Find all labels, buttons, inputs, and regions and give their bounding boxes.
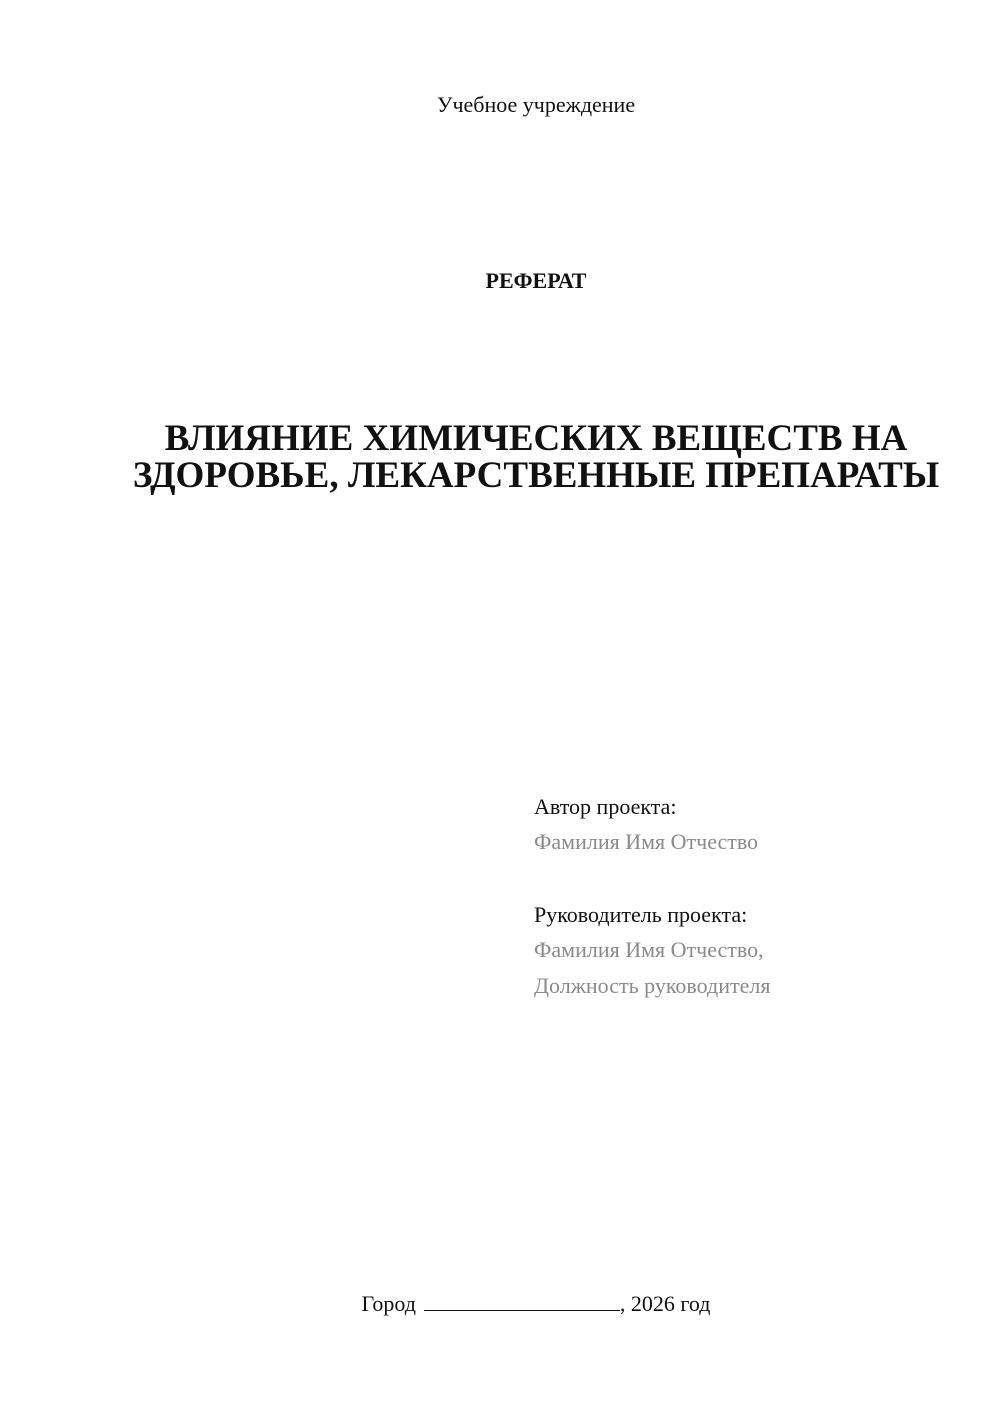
city-blank-line xyxy=(424,1292,620,1311)
supervisor-label: Руководитель проекта: xyxy=(534,902,748,927)
city-year-line xyxy=(0,1290,1000,1318)
supervisor-name-placeholder: Фамилия Имя Отчество, xyxy=(534,937,764,962)
year-text: , 2026 год xyxy=(619,1291,711,1316)
document-title: ВЛИЯНИЕ ХИМИЧЕСКИХ ВЕЩЕСТВ НА ЗДОРОВЬЕ, ЛЕКАРСТВЕННЫЕ ПРЕПАРАТЫ xyxy=(132,418,940,496)
institution-name: Учебное учреждение xyxy=(436,92,636,117)
document-type: РЕФЕРАТ xyxy=(485,268,587,293)
spacer xyxy=(534,860,974,898)
author-name-placeholder: Фамилия Имя Отчество xyxy=(534,829,759,854)
supervisor-position-placeholder: Должность руководителя xyxy=(534,973,771,998)
credits-block xyxy=(534,790,974,1004)
author-label: Автор проекта: xyxy=(534,794,677,819)
city-label: Город xyxy=(361,1291,416,1316)
